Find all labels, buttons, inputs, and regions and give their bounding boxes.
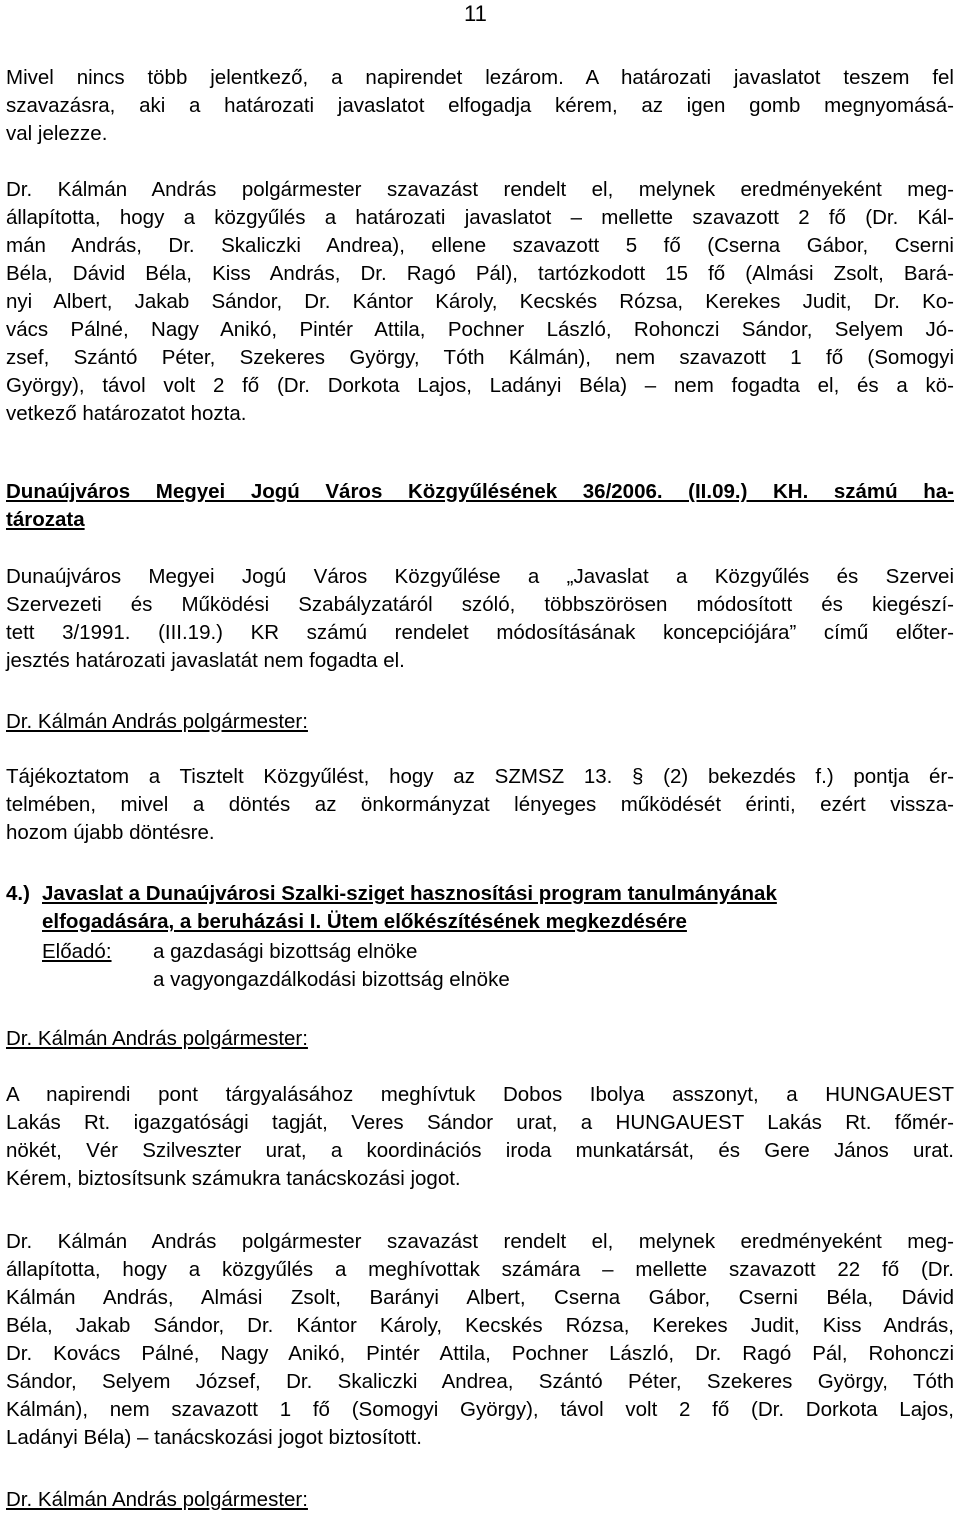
speech-1-line: telmében, mivel a döntés az önkormányzat lényeges működését érinti, ezért vissza- [6, 793, 954, 816]
paragraph-3-line: Dr. Kovács Pálné, Nagy Anikó, Pintér Attila, Pochner László, Dr. Ragó Pál, Rohonczi [6, 1342, 954, 1365]
page-number: 11 [464, 1, 487, 26]
paragraph-3-line: Béla, Jakab Sándor, Dr. Kántor Károly, Kecskés Rózsa, Kerekes Judit, Kiss András, [6, 1314, 954, 1337]
paragraph-2-line: mán András, Dr. Skaliczki Andrea), ellene szavazott 5 fő (Cserna Gábor, Cserni [6, 234, 954, 257]
resolution-body-line: tett 3/1991. (III.19.) KR számú rendelet módosításának koncepciójára” című előter- [6, 621, 954, 644]
paragraph-2-line: állapította, hogy a közgyűlés a határozati javaslatot – mellette szavazott 2 fő (Dr. Kál- [6, 206, 954, 229]
speaker-heading: Dr. Kálmán András polgármester: [6, 1488, 308, 1511]
paragraph-3-line: Sándor, Selyem József, Dr. Skaliczki Andrea, Szántó Péter, Szekeres György, Tóth [6, 1370, 954, 1393]
paragraph-3-line: Dr. Kálmán András polgármester szavazást rendelt el, melynek eredményeként meg- [6, 1230, 954, 1253]
agenda-item-title-line: elfogadására, a beruházási I. Ütem előkészítésének megkezdésére [42, 910, 687, 933]
paragraph-2-line: nyi Albert, Jakab Sándor, Dr. Kántor Károly, Kecskés Rózsa, Kerekes Judit, Dr. Ko- [6, 290, 954, 313]
presenter-name: a gazdasági bizottság elnöke [153, 940, 418, 963]
agenda-item-title-line: Javaslat a Dunaújvárosi Szalki-sziget hasznosítási program tanulmányának [42, 882, 777, 905]
speech-2-line: Kérem, biztosítsunk számukra tanácskozási jogot. [6, 1167, 461, 1190]
resolution-body-line: Dunaújváros Megyei Jogú Város Közgyűlése a „Javaslat a Közgyűlés és Szervei [6, 565, 954, 588]
speech-1-line: Tájékoztatom a Tisztelt Közgyűlést, hogy az SZMSZ 13. § (2) bekezdés f.) pontja ér- [6, 765, 954, 788]
presenter-label: Előadó: [42, 940, 112, 963]
speaker-heading: Dr. Kálmán András polgármester: [6, 710, 308, 733]
speech-2-line: A napirendi pont tárgyalásához meghívtuk Dobos Ibolya asszonyt, a HUNGAUEST [6, 1083, 954, 1106]
resolution-body-line: jesztés határozati javaslatát nem fogadta el. [6, 649, 405, 672]
resolution-title-line: Dunaújváros Megyei Jogú Város Közgyűlésének 36/2006. (II.09.) KH. számú ha- [6, 480, 954, 503]
paragraph-1-line: szavazásra, aki a határozati javaslatot elfogadja kérem, az igen gomb megnyomásá- [6, 94, 954, 117]
paragraph-2-line: zsef, Szántó Péter, Szekeres György, Tóth Kálmán), nem szavazott 1 fő (Somogyi [6, 346, 954, 369]
speech-1-line: hozom újabb döntésre. [6, 821, 215, 844]
paragraph-1-line: val jelezze. [6, 122, 108, 145]
paragraph-3-line: Ladányi Béla) – tanácskozási jogot biztosított. [6, 1426, 422, 1449]
speech-2-line: nökét, Vér Szilveszter urat, a koordinációs iroda munkatársát, és Gere János urat. [6, 1139, 954, 1162]
paragraph-3-line: Kálmán), nem szavazott 1 fő (Somogyi György), távol volt 2 fő (Dr. Dorkota Lajos, [6, 1398, 954, 1421]
resolution-body-line: Szervezeti és Működési Szabályzatáról szóló, többszörösen módosított és kiegészí- [6, 593, 954, 616]
paragraph-2-line: Dr. Kálmán András polgármester szavazást rendelt el, melynek eredményeként meg- [6, 178, 954, 201]
speaker-heading: Dr. Kálmán András polgármester: [6, 1027, 308, 1050]
speech-2-line: Lakás Rt. igazgatósági tagját, Veres Sándor urat, a HUNGAUEST Lakás Rt. főmér- [6, 1111, 954, 1134]
paragraph-1-line: Mivel nincs több jelentkező, a napirendet lezárom. A határozati javaslatot teszem fel [6, 66, 954, 89]
paragraph-2-line: György), távol volt 2 fő (Dr. Dorkota Lajos, Ladányi Béla) – nem fogadta el, és a kö- [6, 374, 954, 397]
paragraph-3-line: Kálmán András, Almási Zsolt, Barányi Albert, Cserna Gábor, Cserni Béla, Dávid [6, 1286, 954, 1309]
presenter-name: a vagyongazdálkodási bizottság elnöke [153, 968, 510, 991]
paragraph-2-line: vetkező határozatot hozta. [6, 402, 247, 425]
resolution-title-line: tározata [6, 508, 85, 531]
agenda-item-number: 4.) [6, 882, 30, 905]
paragraph-2-line: vács Pálné, Nagy Anikó, Pintér Attila, Pochner László, Rohonczi Sándor, Selyem Jó- [6, 318, 954, 341]
paragraph-3-line: állapította, hogy a közgyűlés a meghívottak számára – mellette szavazott 22 fő (Dr. [6, 1258, 954, 1281]
paragraph-2-line: Béla, Dávid Béla, Kiss András, Dr. Ragó Pál), tartózkodott 15 fő (Almási Zsolt, Bará- [6, 262, 954, 285]
